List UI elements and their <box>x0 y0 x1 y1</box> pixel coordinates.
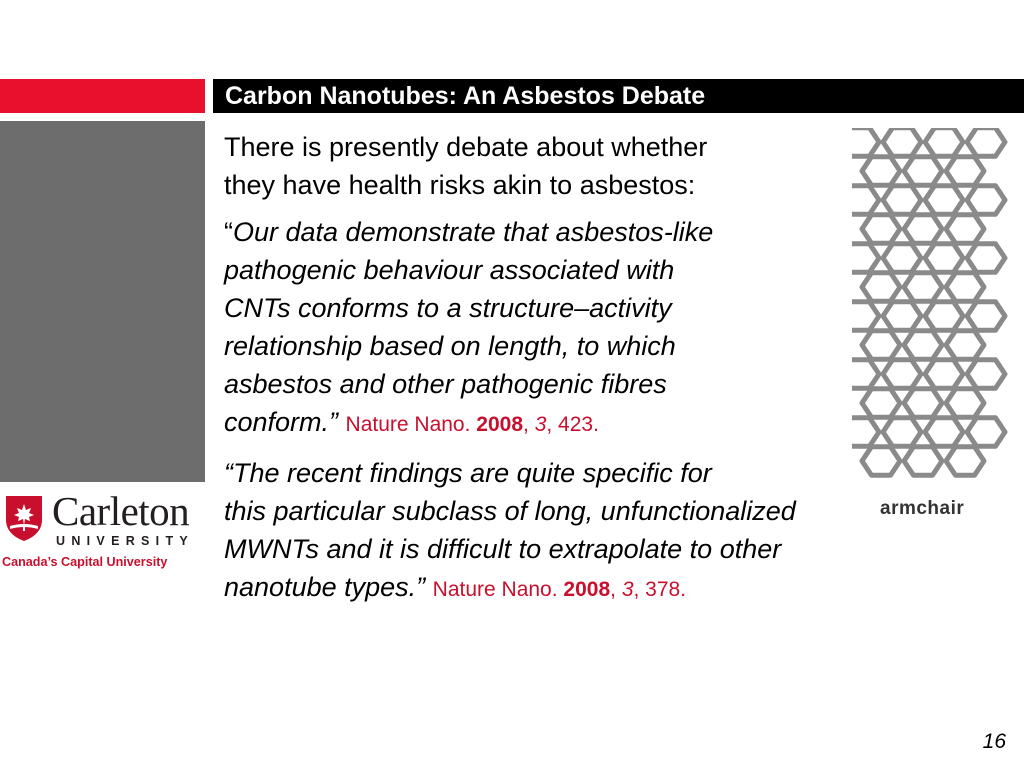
quote-line: MWNTs and it is difficult to extrapolate to other <box>224 534 782 564</box>
citation-journal: Nature Nano. <box>345 413 471 436</box>
citation-year: 2008 <box>476 413 524 436</box>
citation-page: 423 <box>558 413 594 436</box>
hexagon-cell <box>862 215 900 244</box>
hexagon-cell <box>862 157 900 186</box>
hexagon-cell <box>852 186 879 215</box>
hexagon-cell <box>883 302 921 331</box>
quote-line: Our data demonstrate that asbestos-like <box>233 217 714 247</box>
hexagon-cell <box>967 418 1005 447</box>
hexagon-cell <box>904 215 942 244</box>
intro-line: There is presently debate about whether <box>224 132 708 162</box>
hexagon-cell <box>852 418 879 447</box>
red-accent-bar <box>0 79 205 113</box>
quote-line: conform.” <box>224 407 339 437</box>
hexagon-cell <box>852 302 879 331</box>
hexagon-cell <box>862 331 900 360</box>
citation-volume: 3 <box>534 413 547 436</box>
hexagon-cell <box>852 128 879 156</box>
quote-line: pathogenic behaviour associated with <box>224 255 675 285</box>
page-number: 16 <box>982 730 1006 753</box>
hexagon-cell <box>904 273 942 302</box>
quote-line: CNTs conforms to a structure–activity <box>224 293 672 323</box>
citation-year: 2008 <box>563 578 611 601</box>
citation: Nature Nano. 2008, 3, 378. <box>432 578 687 601</box>
hexagon-cell <box>946 157 984 186</box>
hexagon-cell <box>946 215 984 244</box>
quote-line: relationship based on length, to which <box>224 331 676 361</box>
citation-volume: 3 <box>621 578 634 601</box>
hexagon-cell <box>883 186 921 215</box>
citation-journal: Nature Nano. <box>432 578 558 601</box>
hexagon-cell <box>904 447 942 476</box>
hexagon-cell <box>883 418 921 447</box>
quote-line: this particular subclass of long, unfunctionalized <box>224 496 796 526</box>
hexagon-cell <box>862 273 900 302</box>
logo-university: UNIVERSITY <box>56 534 195 548</box>
quote-open-mark: “ <box>224 217 233 247</box>
hexagon-cell <box>862 447 900 476</box>
hexagon-cell <box>967 244 1005 273</box>
hexagon-cell <box>925 302 963 331</box>
carleton-logo <box>0 486 210 576</box>
hexagon-cell <box>946 389 984 418</box>
hexagon-cell <box>904 389 942 418</box>
hexagon-cell <box>946 331 984 360</box>
armchair-label: armchair <box>880 498 965 519</box>
quote-line: “The recent findings are quite specific for <box>224 458 712 488</box>
quote-line: nanotube types.” <box>224 572 426 602</box>
quote-line: asbestos and other pathogenic fibres <box>224 369 667 399</box>
hexagon-cell <box>925 128 963 156</box>
logo-tagline: Canada’s Capital University <box>2 555 168 569</box>
side-panel <box>0 121 205 482</box>
hexagon-cell <box>946 273 984 302</box>
hexagon-cell <box>925 418 963 447</box>
hexagon-cell <box>967 186 1005 215</box>
shield-icon <box>4 494 44 542</box>
slide-title: Carbon Nanotubes: An Asbestos Debate <box>225 82 706 110</box>
hexagon-cell <box>967 360 1005 389</box>
hexagon-cell <box>925 244 963 273</box>
intro-line: they have health risks akin to asbestos: <box>224 170 696 200</box>
hexagon-cell <box>925 186 963 215</box>
armchair-nanotube-icon <box>852 128 1008 484</box>
citation: Nature Nano. 2008, 3, 423. <box>345 413 599 436</box>
hexagon-cell <box>904 331 942 360</box>
citation-page: 378 <box>645 578 681 601</box>
hexagon-cell <box>925 360 963 389</box>
hexagon-cell <box>904 157 942 186</box>
hexagon-cell <box>967 128 1005 156</box>
hexagon-cell <box>852 360 879 389</box>
hexagon-cell <box>967 302 1005 331</box>
hexagon-cell <box>862 389 900 418</box>
title-bar <box>213 79 1024 113</box>
hexagon-cell <box>883 360 921 389</box>
hexagon-cell <box>946 447 984 476</box>
logo-name: Carleton <box>52 488 190 534</box>
hexagon-cell <box>883 244 921 273</box>
hexagon-cell <box>852 244 879 273</box>
hexagon-cell <box>883 128 921 156</box>
